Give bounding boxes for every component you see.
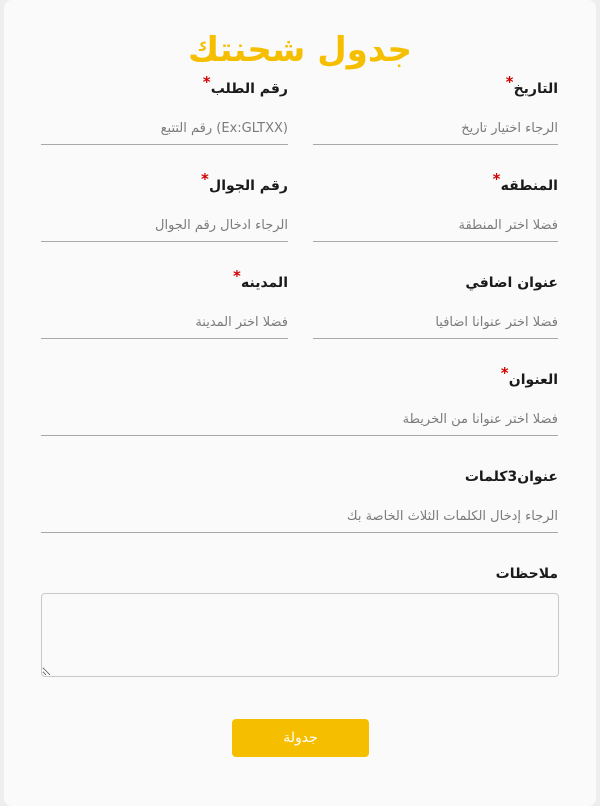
notes-field (41, 565, 558, 585)
notes-textarea[interactable] (41, 593, 559, 677)
address-map-input[interactable] (41, 404, 558, 436)
mobile-field (41, 170, 288, 249)
required-mark: * (500, 364, 509, 382)
city-field (41, 267, 288, 346)
schedule-button[interactable]: جدولة (232, 719, 369, 757)
date-field (313, 73, 558, 152)
page-title: جدول شحنتك (188, 30, 412, 70)
city-label: المدينه * (233, 267, 288, 291)
city-select[interactable] (41, 307, 288, 339)
required-mark: * (201, 170, 209, 188)
three-words-field (41, 468, 558, 540)
required-mark: * (233, 267, 241, 285)
order-number-input[interactable] (41, 113, 288, 145)
mobile-input[interactable] (41, 210, 288, 242)
region-field (313, 170, 558, 249)
region-select[interactable] (313, 210, 558, 242)
mobile-label: رقم الجوال * (201, 170, 288, 194)
address-field (41, 364, 558, 443)
required-mark: * (492, 170, 501, 188)
date-input[interactable] (313, 113, 558, 145)
extra-address-select[interactable] (313, 307, 558, 339)
required-mark: * (202, 73, 211, 91)
three-words-input[interactable] (41, 501, 558, 533)
order-number-field (41, 73, 288, 152)
required-mark: * (505, 73, 514, 91)
region-label: المنطقه * (492, 170, 558, 194)
extra-address-label: عنوان اضافي (465, 275, 558, 291)
order-number-label: رقم الطلب * (202, 73, 288, 97)
address-label: العنوان * (500, 364, 558, 388)
three-words-label: عنوان3كلمات (464, 469, 558, 485)
notes-label: ملاحظات (495, 566, 558, 582)
extra-address-field (313, 274, 558, 346)
date-label: التاريخ * (505, 73, 558, 97)
